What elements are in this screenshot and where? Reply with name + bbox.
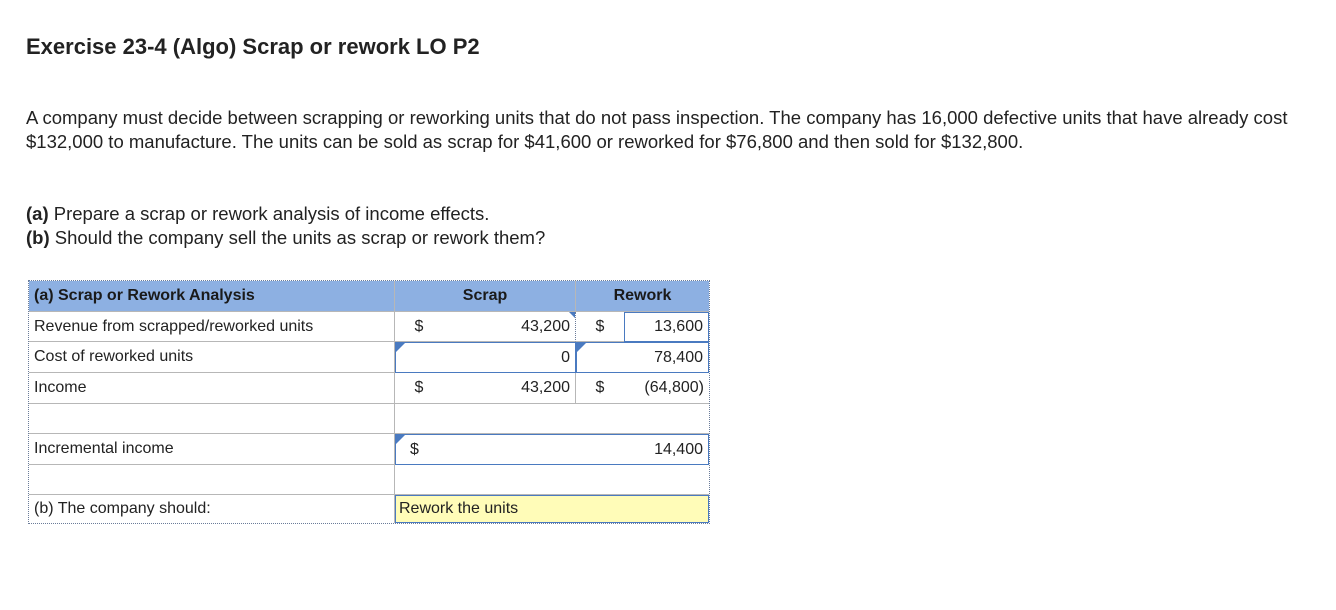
questions [26, 202, 545, 250]
row-cost-scrap-value[interactable]: 0 [395, 342, 576, 373]
row-income-rework-currency: $ [576, 373, 624, 404]
spacer-row-label [29, 404, 395, 434]
row-incremental-label: Incremental income [29, 434, 395, 465]
row-revenue-rework-currency: $ [576, 312, 624, 342]
decision-select[interactable]: Rework the units [395, 495, 709, 523]
spacer-row-values [395, 404, 709, 434]
row-incremental-currency: $ [410, 440, 419, 458]
header-label: (a) Scrap or Rework Analysis [29, 281, 395, 312]
question-b-label: (b) [26, 227, 50, 248]
spacer-row-2-values [395, 465, 709, 495]
header-rework: Rework [576, 281, 709, 312]
question-a [26, 202, 545, 226]
row-revenue-scrap-value[interactable]: 43,200 [443, 312, 576, 342]
row-decision-label: (b) The company should: [29, 495, 395, 523]
row-income-scrap-currency: $ [395, 373, 443, 404]
spacer-row-2-label [29, 465, 395, 495]
row-revenue-label: Revenue from scrapped/reworked units [29, 312, 395, 342]
row-revenue-scrap-currency: $ [395, 312, 443, 342]
row-income-rework-value: (64,800) [624, 373, 709, 404]
question-b [26, 226, 545, 250]
row-cost-label: Cost of reworked units [29, 342, 395, 373]
row-income-scrap-value: 43,200 [443, 373, 576, 404]
header-scrap: Scrap [395, 281, 576, 312]
row-incremental-value: 14,400 [654, 440, 703, 458]
analysis-worksheet [28, 280, 710, 524]
row-incremental-input[interactable] [395, 434, 709, 465]
row-revenue-rework-value[interactable]: 13,600 [624, 312, 709, 342]
problem-text: A company must decide between scrapping or reworking units that do not pass inspection. The company has 16,000 defective units that have already cost $132,000 to manufacture. The units can be sold as scrap for $41,600 or reworked for $76,800 and then sold for $132,800. [26, 107, 1288, 152]
exercise-title: Exercise 23-4 (Algo) Scrap or rework LO P2 [26, 34, 480, 59]
question-a-text: Prepare a scrap or rework analysis of income effects. [48, 203, 490, 224]
row-income-label: Income [29, 373, 395, 404]
question-a-label: (a) [26, 203, 49, 224]
question-b-text: Should the company sell the units as scrap or rework them? [49, 227, 546, 248]
row-cost-rework-value[interactable]: 78,400 [576, 342, 709, 373]
